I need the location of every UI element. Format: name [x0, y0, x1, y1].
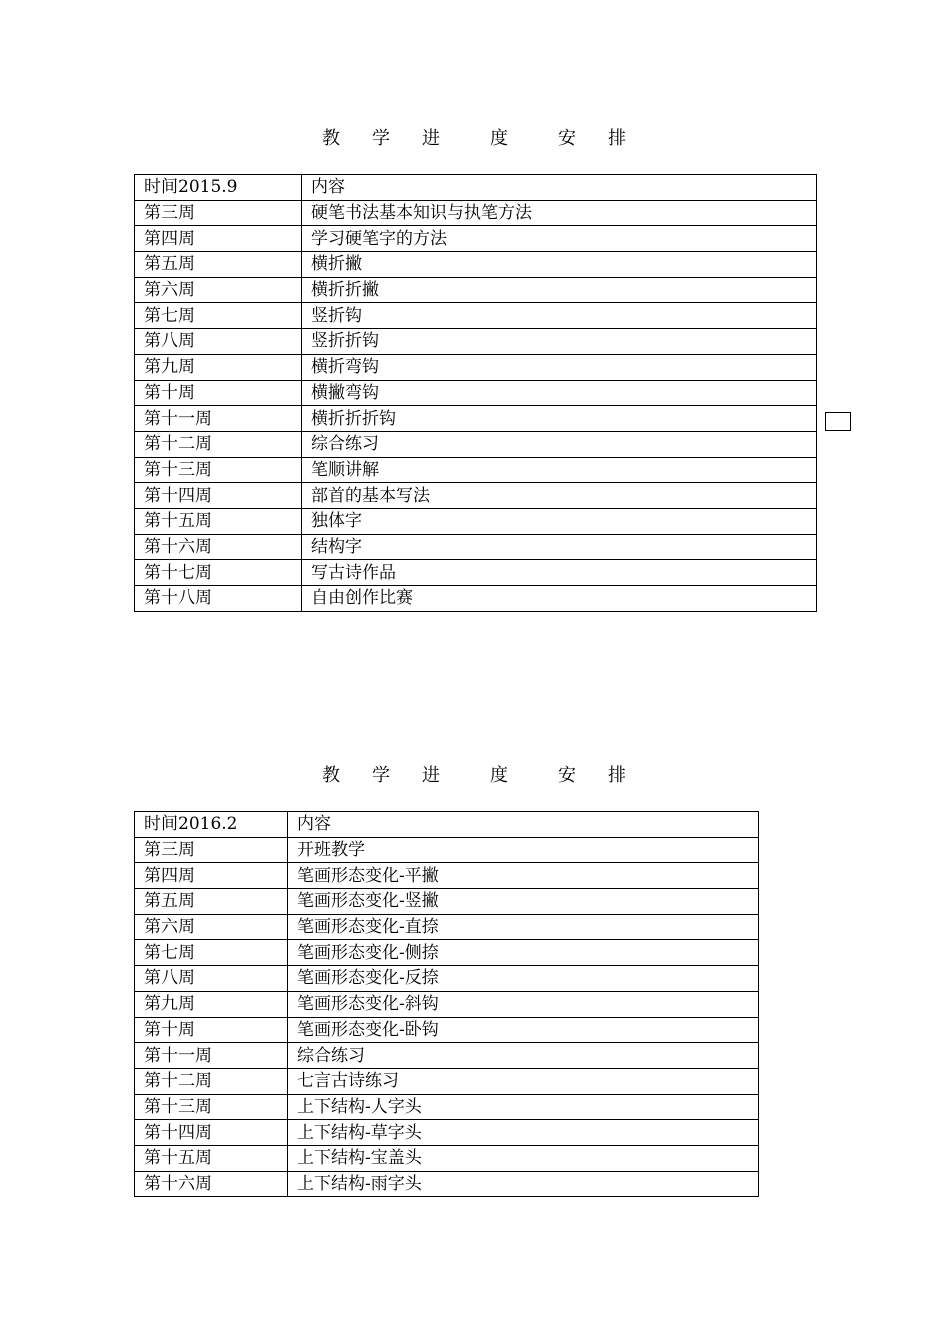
- week-cell: 第十六周: [135, 534, 302, 560]
- title-char: 进: [422, 765, 442, 786]
- title-char: 学: [372, 128, 392, 149]
- content-cell: 写古诗作品: [302, 560, 817, 586]
- table-row: [135, 457, 817, 483]
- content-cell: 笔画形态变化-斜钩: [288, 991, 759, 1017]
- content-cell: 独体字: [302, 508, 817, 534]
- week-cell: 第十四周: [135, 483, 302, 509]
- title-char: 学: [372, 765, 392, 786]
- table-row: [135, 1043, 759, 1069]
- content-cell: 七言古诗练习: [288, 1068, 759, 1094]
- header-cell-content: 内容: [302, 175, 817, 201]
- header-cell-time: 时间2016.2: [135, 812, 288, 838]
- table-row: [135, 1120, 759, 1146]
- table-row: [135, 508, 817, 534]
- week-cell: 第三周: [135, 200, 302, 226]
- table-row: [135, 226, 817, 252]
- content-cell: 学习硬笔字的方法: [302, 226, 817, 252]
- content-cell: 自由创作比赛: [302, 586, 817, 612]
- week-cell: 第十二周: [135, 1068, 288, 1094]
- content-cell: 横折弯钩: [302, 354, 817, 380]
- content-cell: 结构字: [302, 534, 817, 560]
- header-cell-content: 内容: [288, 812, 759, 838]
- table-row: [135, 380, 817, 406]
- table-row: [135, 1145, 759, 1171]
- week-cell: 第八周: [135, 329, 302, 355]
- week-cell: 第六周: [135, 277, 302, 303]
- content-cell: 横撇弯钩: [302, 380, 817, 406]
- title-char: 教: [322, 128, 342, 149]
- week-cell: 第六周: [135, 914, 288, 940]
- week-cell: 第五周: [135, 889, 288, 915]
- table-row: [135, 1017, 759, 1043]
- content-cell: 横折撇: [302, 252, 817, 278]
- table-row: [135, 1171, 759, 1197]
- week-cell: 第十五周: [135, 508, 302, 534]
- title-char: 教: [322, 765, 342, 786]
- table-row: [135, 837, 759, 863]
- table-row: [135, 991, 759, 1017]
- week-cell: 第五周: [135, 252, 302, 278]
- title-char: 进: [422, 128, 442, 149]
- week-cell: 第三周: [135, 837, 288, 863]
- table-row: [135, 483, 817, 509]
- week-cell: 第十周: [135, 1017, 288, 1043]
- content-cell: 笔顺讲解: [302, 457, 817, 483]
- table-row: [135, 354, 817, 380]
- small-empty-box: [825, 412, 851, 431]
- table-row: [135, 863, 759, 889]
- schedule-table-2015: [134, 174, 817, 612]
- week-cell: 第十一周: [135, 1043, 288, 1069]
- content-cell: 上下结构-宝盖头: [288, 1145, 759, 1171]
- table-row: [135, 431, 817, 457]
- table-row: [135, 966, 759, 992]
- content-cell: 笔画形态变化-竖撇: [288, 889, 759, 915]
- content-cell: 开班教学: [288, 837, 759, 863]
- header-cell-time: 时间2015.9: [135, 175, 302, 201]
- table-row: [135, 889, 759, 915]
- table-row: [135, 277, 817, 303]
- table-row: [135, 586, 817, 612]
- content-cell: 笔画形态变化-平撇: [288, 863, 759, 889]
- week-cell: 第十六周: [135, 1171, 288, 1197]
- table-row: [135, 252, 817, 278]
- table-row: [135, 940, 759, 966]
- content-cell: 横折折撇: [302, 277, 817, 303]
- week-cell: 第十八周: [135, 586, 302, 612]
- content-cell: 上下结构-人字头: [288, 1094, 759, 1120]
- table-row: [135, 1094, 759, 1120]
- table-row: [135, 200, 817, 226]
- schedule-table-2016: [134, 811, 759, 1197]
- content-cell: 部首的基本写法: [302, 483, 817, 509]
- week-cell: 第九周: [135, 991, 288, 1017]
- content-cell: 笔画形态变化-直捺: [288, 914, 759, 940]
- title-char: 安: [558, 128, 578, 149]
- week-cell: 第九周: [135, 354, 302, 380]
- week-cell: 第十四周: [135, 1120, 288, 1146]
- week-cell: 第八周: [135, 966, 288, 992]
- content-cell: 竖折钩: [302, 303, 817, 329]
- content-cell: 综合练习: [302, 431, 817, 457]
- week-cell: 第七周: [135, 940, 288, 966]
- content-cell: 横折折折钩: [302, 406, 817, 432]
- table-row: [135, 329, 817, 355]
- content-cell: 笔画形态变化-卧钩: [288, 1017, 759, 1043]
- content-cell: 竖折折钩: [302, 329, 817, 355]
- table-header-row: [135, 175, 817, 201]
- section-title-2: [0, 761, 950, 787]
- week-cell: 第十五周: [135, 1145, 288, 1171]
- content-cell: 笔画形态变化-侧捺: [288, 940, 759, 966]
- table-row: [135, 303, 817, 329]
- content-cell: 综合练习: [288, 1043, 759, 1069]
- week-cell: 第十三周: [135, 1094, 288, 1120]
- week-cell: 第十一周: [135, 406, 302, 432]
- section-title-1: [0, 124, 950, 150]
- week-cell: 第十二周: [135, 431, 302, 457]
- week-cell: 第十七周: [135, 560, 302, 586]
- week-cell: 第十周: [135, 380, 302, 406]
- title-char: 度: [490, 765, 510, 786]
- content-cell: 硬笔书法基本知识与执笔方法: [302, 200, 817, 226]
- week-cell: 第四周: [135, 863, 288, 889]
- week-cell: 第十三周: [135, 457, 302, 483]
- content-cell: 上下结构-雨字头: [288, 1171, 759, 1197]
- week-cell: 第四周: [135, 226, 302, 252]
- week-cell: 第七周: [135, 303, 302, 329]
- content-cell: 上下结构-草字头: [288, 1120, 759, 1146]
- table-row: [135, 534, 817, 560]
- title-char: 排: [608, 765, 628, 786]
- title-char: 排: [608, 128, 628, 149]
- table-row: [135, 560, 817, 586]
- title-char: 安: [558, 765, 578, 786]
- table-header-row: [135, 812, 759, 838]
- table-row: [135, 406, 817, 432]
- content-cell: 笔画形态变化-反捺: [288, 966, 759, 992]
- table-row: [135, 914, 759, 940]
- table-row: [135, 1068, 759, 1094]
- title-char: 度: [490, 128, 510, 149]
